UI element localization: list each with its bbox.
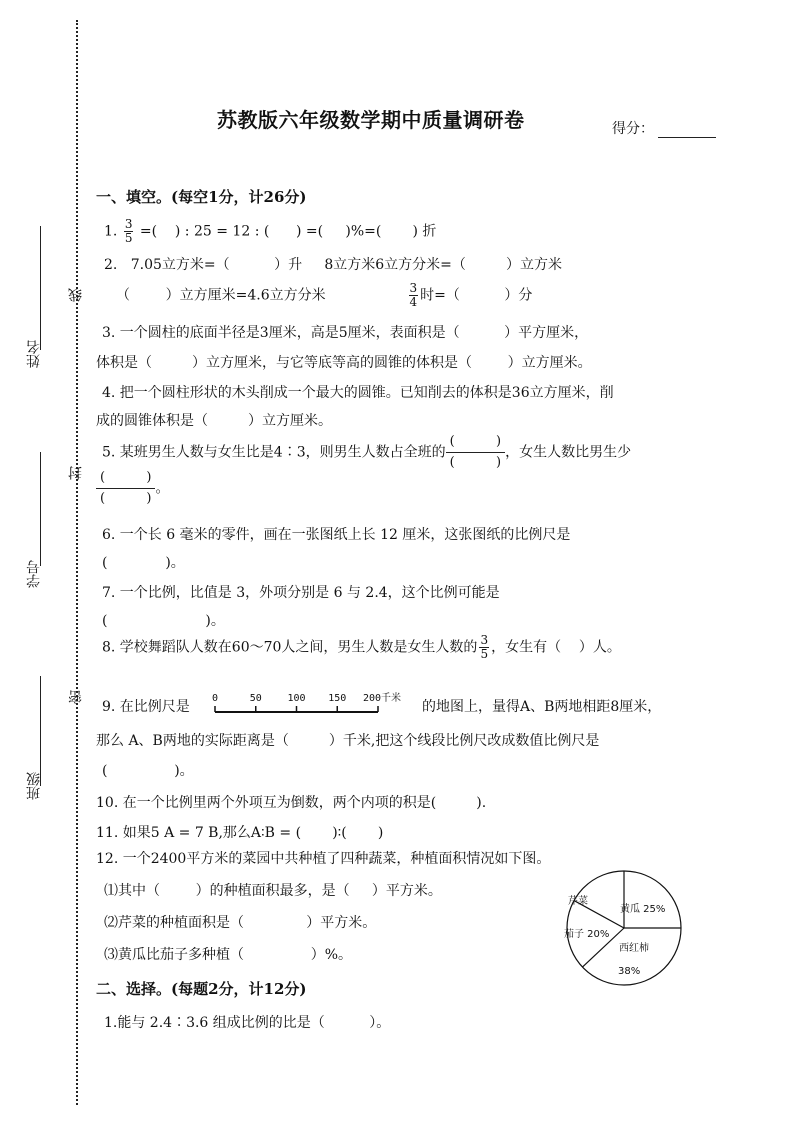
q3-line2: 体积是（ ）立方厘米，与它等底等高的圆锥的体积是（ ）立方厘米。 bbox=[96, 355, 592, 371]
pie-label-eggplant: 茄子 20% bbox=[564, 929, 610, 940]
score-field bbox=[612, 118, 716, 138]
q2-frac-den: 4 bbox=[409, 295, 418, 309]
q12-sub2: ⑵芹菜的种植面积是（ ）平方米。 bbox=[104, 915, 377, 931]
section2-heading: 二、选择。(每题2分，计12分) bbox=[96, 980, 307, 998]
q8-frac-num: 3 bbox=[480, 633, 489, 647]
q12-sub1: ⑴其中（ ）的种植面积最多，是（ ）平方米。 bbox=[104, 883, 442, 899]
q12-sub3: ⑶黄瓜比茄子多种植（ ）%。 bbox=[104, 947, 353, 963]
q1-frac-den: 5 bbox=[124, 231, 133, 245]
score-blank[interactable] bbox=[658, 123, 716, 138]
q2-line2 bbox=[116, 282, 532, 309]
vegetable-pie-chart bbox=[562, 866, 686, 990]
q1-fraction bbox=[124, 218, 134, 245]
scale-tick-label: 150 bbox=[328, 693, 347, 704]
class-label: 班级 bbox=[26, 772, 42, 800]
binding-dotted-line bbox=[76, 20, 78, 1105]
seal-secret-char: 密 bbox=[68, 690, 84, 704]
q7-line1: 7. 一个比例，比值是 3，外项分别是 6 与 2.4，这个比例可能是 bbox=[102, 585, 500, 601]
q1-frac-num: 3 bbox=[124, 217, 133, 231]
q3-line1: 3. 一个圆柱的底面半径是3厘米，高是5厘米，表面积是（ ）平方厘米， bbox=[102, 325, 589, 341]
q8 bbox=[102, 634, 621, 661]
q12-line1: 12. 一个2400平方米的菜园中共种植了四种蔬菜，种植面积情况如下图。 bbox=[96, 851, 551, 867]
q1 bbox=[104, 218, 436, 245]
q6-line1: 6. 一个长 6 毫米的零件，画在一张图纸上长 12 厘米，这张图纸的比例尺是 bbox=[102, 527, 571, 543]
q11: 11. 如果5 A = 7 B,那么A∶B = ( )∶( ) bbox=[96, 825, 384, 841]
scale-tick-label: 0 bbox=[212, 693, 219, 704]
q1-text: =( ) : 25 = 12 : ( ) =( )%=( ) 折 bbox=[139, 223, 437, 240]
student-number-line bbox=[40, 452, 41, 566]
page-title: 苏教版六年级数学期中质量调研卷 bbox=[217, 108, 525, 132]
q6-line2: ( )。 bbox=[102, 555, 185, 571]
q5-frac2-den: ( ) bbox=[100, 491, 152, 506]
seal-line-char: 线 bbox=[68, 288, 84, 302]
section1-heading: 一、填空。(每空1分，计26分) bbox=[96, 188, 307, 206]
scale-tick-label: 100 bbox=[287, 693, 306, 704]
score-label: 得分： bbox=[612, 121, 654, 137]
section2-q1: 1.能与 2.4∶3.6 组成比例的比是（ ）。 bbox=[104, 1015, 391, 1031]
q9-line3: ( )。 bbox=[102, 763, 194, 779]
q2-line2-a: （ ）立方厘米=4.6立方分米 bbox=[116, 287, 326, 304]
q5-frac2-num: ( ) bbox=[96, 468, 155, 489]
q9-text-b: 的地图上，量得A、B两地相距8厘米， bbox=[422, 699, 662, 715]
pie-label-cucumber: 黄瓜 25% bbox=[620, 904, 666, 915]
name-label: 姓名 bbox=[26, 340, 42, 368]
seal-seal-char: 封 bbox=[68, 466, 84, 480]
q5-line2-end: 。 bbox=[155, 480, 170, 497]
student-number-label: 学号 bbox=[26, 560, 42, 588]
q5-line2 bbox=[96, 468, 169, 509]
q2-fraction bbox=[409, 282, 419, 309]
pie-label-tomato-name: 西红柿 bbox=[619, 943, 649, 954]
q7-line2: ( )。 bbox=[102, 613, 225, 629]
q5-text-end: ，女生人数比男生少 bbox=[505, 444, 632, 461]
q5-text: 5. 某班男生人数与女生比是4∶3，则男生人数占全班的 bbox=[102, 444, 446, 461]
q2-line2-b: 时=（ ）分 bbox=[420, 287, 533, 304]
class-line bbox=[40, 676, 41, 786]
q10: 10. 在一个比例里两个外项互为倒数，两个内项的积是( ). bbox=[96, 795, 487, 811]
scale-tick-label: 50 bbox=[249, 693, 262, 704]
pie-label-tomato-pct: 38% bbox=[618, 966, 641, 977]
q5-frac-num: ( ) bbox=[446, 432, 505, 453]
q5-blank-fraction-2[interactable] bbox=[96, 468, 155, 509]
q2-frac-num: 3 bbox=[409, 281, 418, 295]
q4-line2: 成的圆锥体积是（ ）立方厘米。 bbox=[96, 413, 333, 429]
pie-label-celery: 芹菜 bbox=[568, 896, 588, 907]
q8-fraction bbox=[479, 634, 489, 661]
q2-line1: 2. 7.05立方米=（ ）升 8立方米6立方分米=（ ）立方米 bbox=[104, 257, 562, 273]
q1-number: 1. bbox=[104, 223, 118, 240]
q9-text-a: 9. 在比例尺是 bbox=[102, 699, 190, 715]
q9-line2: 那么 A、B两地的实际距离是（ ）千米,把这个线段比例尺改成数值比例尺是 bbox=[96, 733, 600, 749]
scale-tick-label: 200千米 bbox=[363, 693, 402, 704]
q8-frac-den: 5 bbox=[480, 647, 489, 661]
map-scale-bar bbox=[212, 690, 422, 720]
name-line bbox=[40, 226, 41, 350]
q8-text-a: 8. 学校舞蹈队人数在60～70人之间，男生人数是女生人数的 bbox=[102, 639, 478, 656]
q5-frac-den: ( ) bbox=[449, 455, 502, 470]
q5-blank-fraction[interactable] bbox=[446, 432, 505, 473]
q8-text-b: ，女生有（ ）人。 bbox=[491, 639, 621, 656]
q5-line1 bbox=[102, 432, 631, 473]
q4-line1: 4. 把一个圆柱形状的木头削成一个最大的圆锥。已知削去的体积是36立方厘米，削 bbox=[102, 385, 614, 401]
